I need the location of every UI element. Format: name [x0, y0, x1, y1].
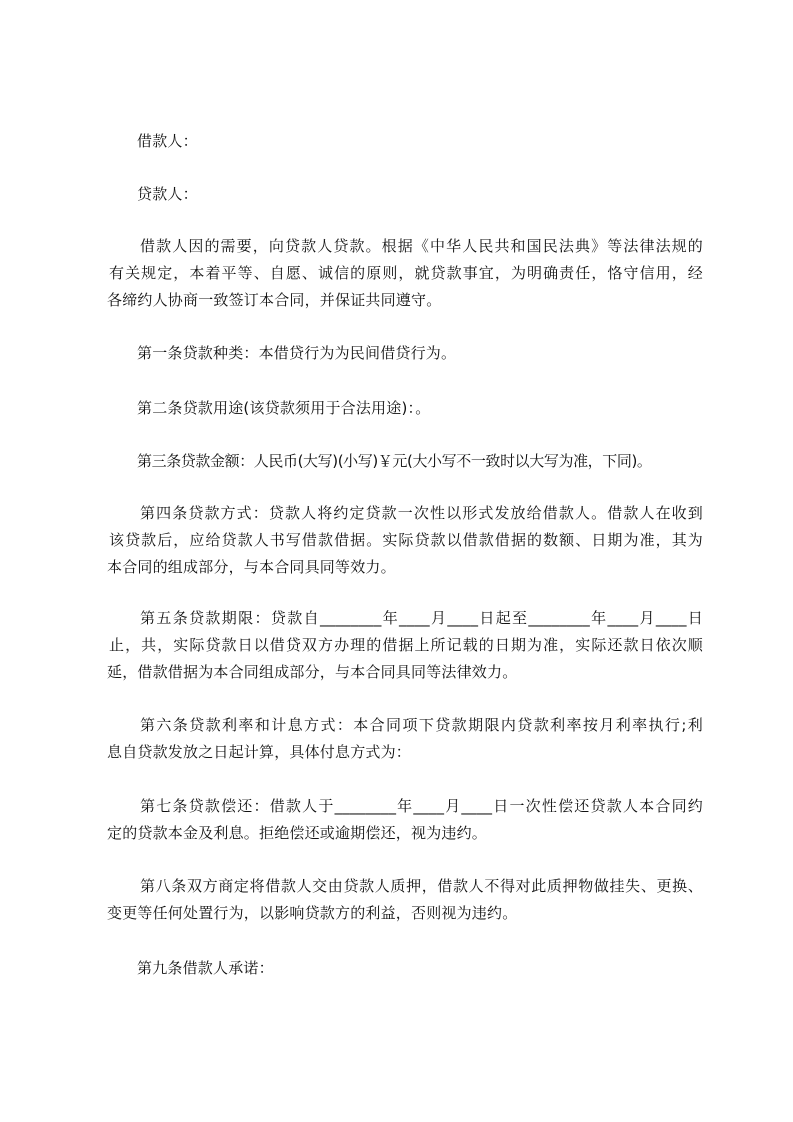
paragraph-article-6 — [107, 712, 703, 766]
paragraph-line: 借款人： — [137, 132, 198, 150]
paragraph-line: 延，借款借据为本合同组成部分，与本合同具同等法律效力。 — [107, 663, 518, 681]
paragraph-line: 第一条贷款种类：本借贷行为为民间借贷行为。 — [137, 344, 457, 362]
paragraph-article-3 — [107, 448, 703, 475]
paragraph-article-4 — [107, 500, 703, 581]
paragraph-line: 第四条贷款方式：贷款人将约定贷款一次性以形式发放给借款人。借款人在收到 — [140, 504, 703, 522]
paragraph-line: 第六条贷款利率和计息方式：本合同项下贷款期限内贷款利率按月利率执行;利 — [140, 716, 703, 734]
paragraph-line: 各缔约人协商一致签订本合同，并保证共同遵守。 — [107, 291, 442, 309]
paragraph-line: 变更等任何处置行为，以影响贷款方的利益，否则视为违约。 — [107, 904, 518, 922]
paragraph-line: 止，共，实际贷款日以借贷双方办理的借据上所记载的日期为准，实际还款日依次顺 — [109, 636, 703, 654]
paragraph-line: 该贷款后，应给贷款人书写借款借据。实际贷款以借款借据的数额、日期为准，其为 — [109, 531, 703, 549]
paragraph-article-5 — [107, 605, 703, 686]
paragraph-article-2 — [107, 395, 703, 422]
paragraph-line: 第七条贷款偿还：借款人于________年____月____日一次性偿还贷款人本合同约 — [140, 797, 703, 815]
paragraph-line: 贷款人： — [137, 185, 198, 203]
paragraph-borrower — [107, 128, 703, 155]
paragraph-line: 第八条双方商定将借款人交由贷款人质押，借款人不得对此质押物做挂失、更换、 — [140, 877, 703, 895]
paragraph-line: 定的贷款本金及利息。拒绝偿还或逾期偿还，视为违约。 — [107, 824, 488, 842]
paragraph-line: 息自贷款发放之日起计算，具体付息方式为： — [107, 743, 412, 761]
paragraph-article-1 — [107, 340, 703, 367]
paragraph-line: 有关规定，本着平等、自愿、诚信的原则，就贷款事宜，为明确责任，恪守信用，经 — [109, 264, 703, 282]
paragraph-line: 第九条借款人承诺： — [137, 959, 274, 977]
paragraph-line: 第五条贷款期限：贷款自________年____月____日起至________年____月____日 — [140, 609, 703, 627]
paragraph-article-8 — [107, 873, 703, 927]
paragraph-line: 本合同的组成部分，与本合同具同等效力。 — [107, 558, 396, 576]
paragraph-line: 第二条贷款用途(该贷款须用于合法用途)：。 — [137, 399, 431, 417]
paragraph-preamble — [107, 233, 703, 314]
paragraph-article-7 — [107, 793, 703, 847]
paragraph-line: 借款人因的需要，向贷款人贷款。根据《中华人民共和国民法典》等法律法规的 — [140, 237, 703, 255]
paragraph-line: 第三条贷款金额：人民币(大写)(小写)￥元(大小写不一致时以大写为准，下同)。 — [137, 452, 652, 470]
paragraph-lender — [107, 181, 703, 208]
paragraph-article-9 — [107, 955, 703, 982]
